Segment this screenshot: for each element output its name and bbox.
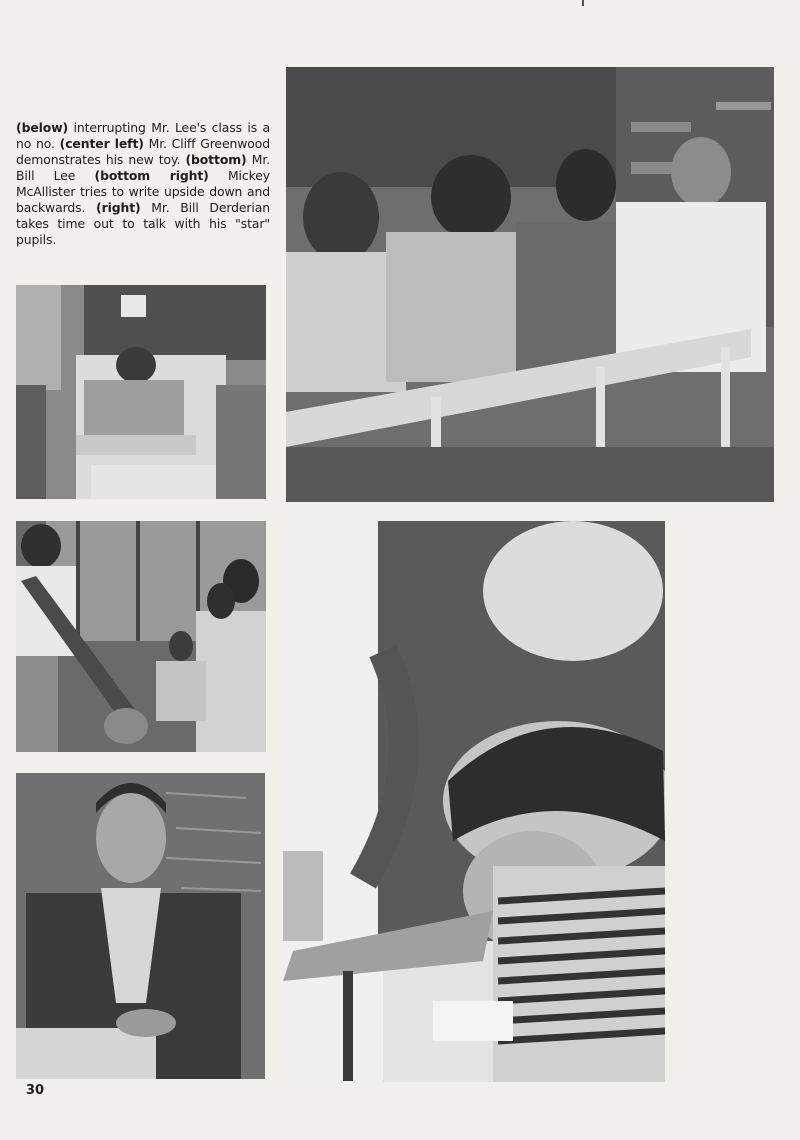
student-writing-upside-down-photo [283,521,665,1082]
students-with-teacher-image [286,67,774,502]
caption-text-below: interrupting Mr. Lee's class is a no no. [16,120,270,151]
caption-text-center-left: Mr. Cliff Greenwood demonstrates his new toy. [16,136,270,167]
teacher-with-tool-image [16,521,266,752]
caption-text-bottom-right: Mickey McAllister tries to write upside down and backwards. [16,168,270,215]
student-writing-upside-down-image [283,521,665,1082]
students-with-teacher-photo [286,67,774,502]
caption-tag-bottom-right: (bottom right) [94,168,209,183]
photo-captions [16,120,270,248]
page-number: 30 [26,1083,45,1098]
teacher-at-chalkboard-photo [16,773,265,1079]
caption-tag-center-left: (center left) [59,136,144,151]
caption-tag-bottom: (bottom) [185,152,247,167]
teacher-with-tool-photo [16,521,266,752]
caption-tag-below: (below) [16,120,69,135]
caption-text-bottom: Mr. Bill Lee [16,152,271,183]
caption-tag-right: (right) [96,200,141,215]
classroom-door-image [16,285,266,499]
teacher-at-chalkboard-image [16,773,265,1079]
crop-mark [582,0,584,6]
caption-text-right: Mr. Bill Derderian takes time out to talk with his "star" pupils. [16,200,270,247]
classroom-door-photo [16,285,266,499]
